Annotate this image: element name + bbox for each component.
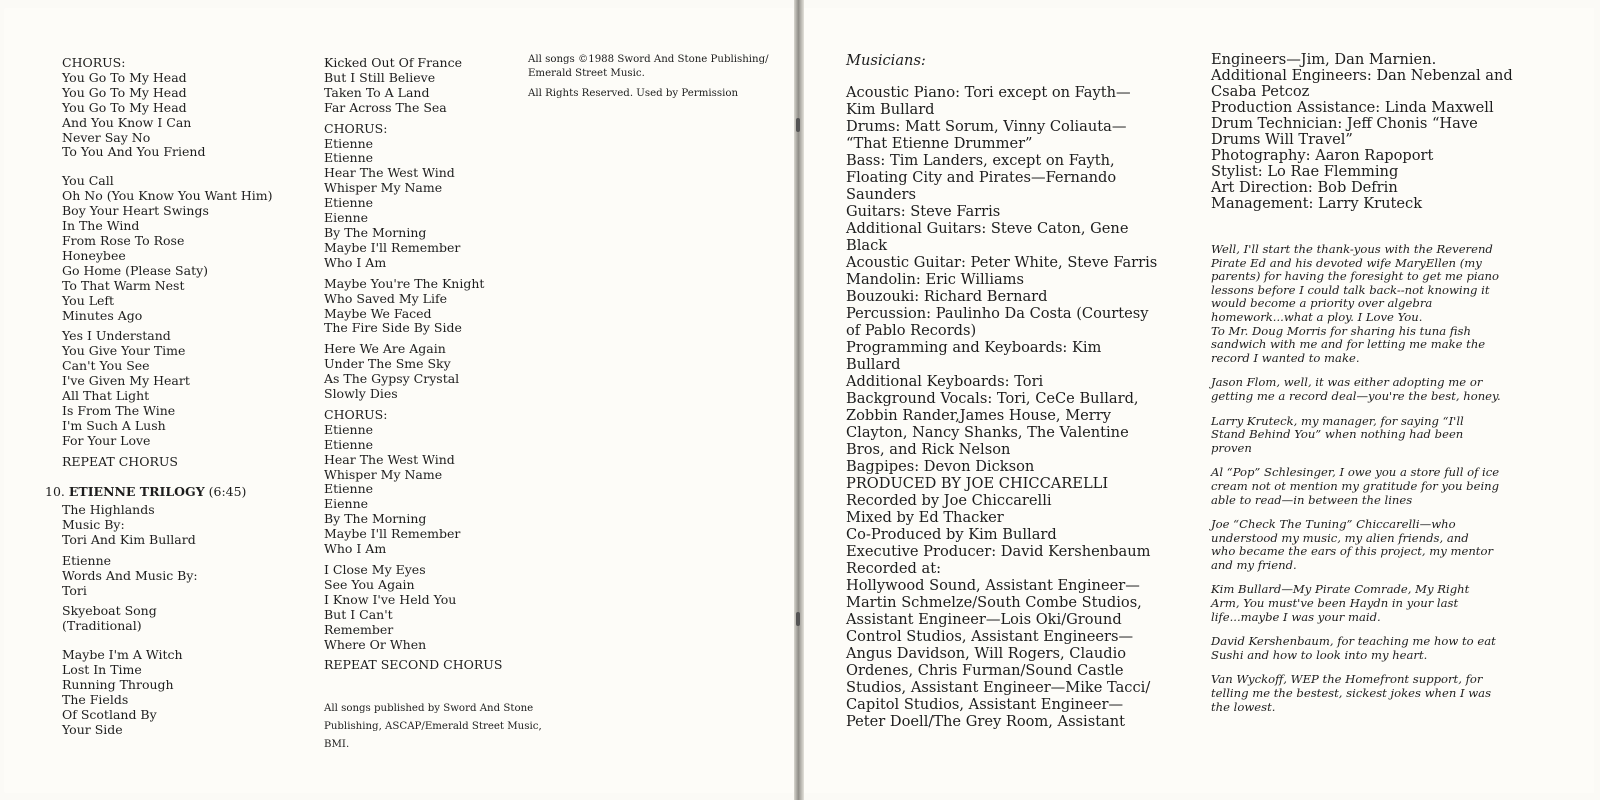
text-line: Engineers—Jim, Dan Marnien. (1211, 51, 1437, 68)
text-line: Al “Pop” Schlesinger, I owe you a store full of ice (1211, 465, 1500, 480)
text-line: To That Warm Nest (62, 277, 185, 293)
text-line: Etienne (324, 481, 374, 497)
text-line: Emerald Street Music. (528, 68, 645, 79)
text-line: The Fields (62, 691, 129, 707)
text-line: Maybe You're The Knight (324, 275, 485, 291)
text-line: Control Studios, Assistant Engineers— (846, 628, 1134, 645)
staple (796, 612, 800, 626)
credit-lines (62, 503, 198, 548)
text-line: Hear The West Wind (324, 165, 455, 181)
text-line: Drum Technician: Jeff Chonis “Have (1211, 115, 1478, 132)
text-line: Additional Engineers: Dan Nebenzal and (1211, 67, 1513, 84)
credits-column (1211, 52, 1513, 212)
credit-lines (62, 554, 198, 599)
thank-you-paragraph (1211, 518, 1531, 572)
thank-you-paragraph (1211, 466, 1531, 507)
text-line: By The Morning (324, 224, 427, 240)
text-line: Bullard (846, 356, 901, 373)
text-line: Stand Behind You” when nothing had been (1211, 427, 1464, 442)
text-line: Angus Davidson, Will Rogers, Claudio (846, 645, 1127, 662)
text-line: Yes I Understand (62, 328, 171, 344)
text-line: I'm Such A Lush (62, 417, 166, 433)
credit-lines (62, 604, 198, 634)
text-line: Acoustic Piano: Tori except on Fayth— (846, 84, 1131, 101)
text-line: Peter Doell/The Grey Room, Assistant (846, 713, 1126, 730)
text-line: I've Given My Heart (62, 373, 190, 389)
text-line: Kim Bullard—My Pirate Comrade, My Right (1211, 582, 1470, 597)
text-line: Your Side (62, 721, 123, 737)
text-line: I Know I've Held You (324, 591, 457, 607)
text-line: PRODUCED BY JOE CHICCARELLI (846, 475, 1109, 492)
text-line: Etienne (62, 552, 112, 568)
text-line: Drums Will Travel” (1211, 131, 1353, 148)
text-line: Who I Am (324, 254, 387, 270)
text-line: CHORUS: (324, 120, 388, 136)
text-line: (Traditional) (62, 618, 142, 634)
thank-you-paragraph (1211, 635, 1531, 662)
text-line: Ordenes, Chris Furman/Sound Castle (846, 662, 1124, 679)
text-line: Van Wyckoff, WEP the Homefront support, for (1211, 672, 1483, 687)
lyrics-column-2 (324, 56, 502, 673)
text-line: Where Or When (324, 636, 427, 652)
text-line: Programming and Keyboards: Kim (846, 339, 1102, 356)
credit-lines (1211, 52, 1513, 212)
text-line: Etienne (324, 150, 374, 166)
text-line: Pirate Ed and his devoted wife MaryEllen (my (1211, 255, 1482, 270)
text-line: You Go To My Head (62, 99, 187, 115)
text-line: proven (1211, 440, 1252, 455)
musicians-column (846, 52, 1157, 730)
verse-lines (324, 342, 502, 402)
thank-you-paragraph (1211, 243, 1531, 365)
text-line: You Go To My Head (62, 69, 187, 85)
text-line: cream not ot mention my gratitude for you being (1211, 478, 1500, 493)
text-line: Kim Bullard (846, 101, 935, 118)
text-line: Etienne (324, 436, 374, 452)
text-line: Eienne (324, 496, 369, 512)
text-line: Etienne (324, 195, 374, 211)
text-line: Mixed by Ed Thacker (846, 509, 1004, 526)
text-line: Percussion: Paulinho Da Costa (Courtesy (846, 305, 1149, 322)
text-line: Here We Are Again (324, 341, 446, 357)
text-line: Art Direction: Bob Defrin (1211, 179, 1398, 196)
text-line: Floating City and Pirates—Fernando (846, 169, 1117, 186)
chorus-lines (324, 122, 502, 271)
text-line: Stylist: Lo Rae Flemming (1211, 163, 1399, 180)
text-line: Etienne (324, 421, 374, 437)
verse-lines (62, 329, 273, 448)
text-line: Tori And Kim Bullard (62, 531, 196, 547)
musician-lines (846, 84, 1157, 730)
text-line: Bagpipes: Devon Dickson (846, 458, 1035, 475)
text-line: Additional Keyboards: Tori (846, 373, 1044, 390)
text-line: CHORUS: (324, 406, 388, 422)
text-line: By The Morning (324, 511, 427, 527)
text-line: Under The Sme Sky (324, 356, 451, 372)
text-line: telling me the bestest, sickest jokes when I was (1211, 686, 1492, 701)
text-line: Joe “Check The Tuning” Chiccarelli—who (1211, 517, 1456, 532)
track-time: (6:45) (208, 484, 247, 499)
text-line: Oh No (You Know You Want Him) (62, 188, 273, 204)
verse-lines (324, 277, 502, 337)
text-line: Photography: Aaron Rapoport (1211, 147, 1434, 164)
text-line: parents) for having the foresight to get me piano (1211, 269, 1499, 284)
text-line: All That Light (62, 388, 150, 404)
text-line: Acoustic Guitar: Peter White, Steve Farris (846, 254, 1158, 271)
text-line: All songs ©1988 Sword And Stone Publishing/ (528, 54, 769, 65)
text-line: For Your Love (62, 432, 151, 448)
text-line: Jason Flom, well, it was either adopting me or (1211, 375, 1483, 390)
text-line: Studios, Assistant Engineer—Mike Tacci/ (846, 679, 1151, 696)
text-line: Skyeboat Song (62, 603, 157, 619)
text-line: life...maybe I was your maid. (1211, 609, 1381, 624)
text-line: Who Saved My Life (324, 290, 448, 306)
text-line: Eienne (324, 210, 369, 226)
thank-you-paragraph (1211, 415, 1531, 456)
text-line: Running Through (62, 677, 174, 693)
copyright-lines (528, 53, 769, 81)
text-line: The Fire Side By Side (324, 320, 462, 336)
text-line: Additional Guitars: Steve Caton, Gene (846, 220, 1129, 237)
thank-yous (1211, 243, 1531, 725)
text-line: But I Can't (324, 606, 393, 622)
text-line: Taken To A Land (324, 84, 430, 100)
verse-lines (62, 648, 198, 737)
lyrics-column-1 (62, 56, 273, 470)
text-line: You Give Your Time (62, 343, 186, 359)
text-line: In The Wind (62, 218, 140, 234)
text-line: I Close My Eyes (324, 562, 426, 577)
text-line: But I Still Believe (324, 69, 436, 85)
text-line: Go Home (Please Saty) (62, 262, 209, 278)
text-line: To Mr. Doug Morris for sharing his tuna fish (1211, 323, 1471, 338)
text-line: able to read—in between the lines (1211, 492, 1413, 507)
copyright-note (528, 53, 769, 101)
text-line: Is From The Wine (62, 402, 176, 418)
track-heading (45, 485, 246, 500)
text-line: Well, I'll start the thank-yous with the Reverend (1211, 242, 1493, 256)
text-line: Bass: Tim Landers, except on Fayth, (846, 152, 1115, 169)
text-line: Etienne (324, 135, 374, 151)
text-line: Assistant Engineer—Lois Oki/Ground (846, 611, 1122, 628)
chorus-label: CHORUS: (62, 55, 126, 70)
rights-line: All Rights Reserved. Used by Permission (528, 88, 739, 99)
text-line: Background Vocals: Tori, CeCe Bullard, (846, 390, 1139, 407)
text-line: And You Know I Can (62, 114, 192, 130)
text-line: Bouzouki: Richard Bernard (846, 288, 1048, 305)
text-line: You Go To My Head (62, 84, 187, 100)
text-line: Executive Producer: David Kershenbaum (846, 543, 1151, 560)
text-line: who became the ears of this project, my mentor (1211, 544, 1493, 559)
text-line: Far Across The Sea (324, 99, 447, 115)
staple (796, 118, 800, 132)
text-line: Maybe I'll Remember (324, 239, 461, 255)
text-line: and my friend. (1211, 557, 1297, 572)
text-line: Recorded at: (846, 560, 942, 577)
text-line: BMI. (324, 739, 350, 750)
repeat-second-chorus: REPEAT SECOND CHORUS (324, 657, 503, 673)
text-line: would become a priority over algebra (1211, 296, 1433, 311)
text-line: Never Say No (62, 129, 151, 145)
thank-you-paragraph (1211, 583, 1531, 624)
text-line: Arm, You must've been Haydn in your last (1211, 596, 1459, 611)
text-line: Who I Am (324, 541, 387, 557)
text-line: Drums: Matt Sorum, Vinny Coliauta— (846, 118, 1127, 135)
text-line: Co-Produced by Kim Bullard (846, 526, 1057, 543)
text-line: Boy Your Heart Swings (62, 203, 209, 219)
text-line: Maybe We Faced (324, 305, 432, 321)
text-line: Music By: (62, 516, 125, 532)
thank-you-paragraph (1211, 673, 1531, 714)
text-line: of Pablo Records) (846, 322, 977, 339)
text-line: Production Assistance: Linda Maxwell (1211, 99, 1494, 116)
text-line: Maybe I'm A Witch (62, 647, 183, 663)
text-line: getting me a record deal—you're the best, honey. (1211, 388, 1501, 403)
text-line: Black (846, 237, 888, 254)
text-line: sandwich with me and for letting me make the (1211, 337, 1486, 352)
text-line: Maybe I'll Remember (324, 526, 461, 542)
text-line: From Rose To Rose (62, 232, 185, 248)
text-line: Mandolin: Eric Williams (846, 271, 1025, 288)
text-line: David Kershenbaum, for teaching me how to eat (1211, 634, 1496, 649)
text-line: As The Gypsy Crystal (324, 371, 460, 387)
text-line: Guitars: Steve Farris (846, 203, 1001, 220)
text-line: Capitol Studios, Assistant Engineer— (846, 696, 1124, 713)
text-line: All songs published by Sword And Stone (324, 703, 534, 714)
track-credits (62, 503, 198, 738)
text-line: Sushi and how to look into my heart. (1211, 647, 1428, 662)
text-line: Larry Kruteck, my manager, for saying “I'll (1211, 413, 1464, 428)
text-line: Minutes Ago (62, 307, 143, 323)
verse-lines (62, 174, 273, 323)
track-number: 10. (45, 484, 65, 499)
text-line: Hollywood Sound, Assistant Engineer— (846, 577, 1140, 594)
text-line: homework...what a ploy. I Love You. (1211, 309, 1423, 324)
repeat-chorus: REPEAT CHORUS (62, 453, 178, 469)
publishing-note (324, 700, 542, 754)
text-line: Clayton, Nancy Shanks, The Valentine (846, 424, 1129, 441)
text-line: Of Scotland By (62, 706, 157, 722)
text-line: Kicked Out Of France (324, 55, 462, 70)
verse-lines (324, 563, 502, 652)
text-line: You Call (62, 173, 114, 189)
chorus-lines (62, 71, 273, 160)
text-line: Zobbin Rander,James House, Merry (846, 407, 1111, 424)
text-line: “That Etienne Drummer” (846, 135, 1033, 152)
track-title: ETIENNE TRILOGY (68, 484, 205, 499)
text-line: lessons before I could talk back--not knowing it (1211, 282, 1490, 297)
text-line: Whisper My Name (324, 180, 443, 196)
text-line: The Highlands (62, 502, 155, 517)
text-line: Can't You See (62, 358, 150, 374)
text-line: the lowest. (1211, 699, 1276, 714)
text-line: Publishing, ASCAP/Emerald Street Music, (324, 721, 542, 732)
text-line: To You And You Friend (62, 144, 206, 160)
verse-lines (324, 56, 502, 116)
text-line: Bros, and Rick Nelson (846, 441, 1011, 458)
text-line: Words And Music By: (62, 567, 198, 583)
text-line: Hear The West Wind (324, 451, 455, 467)
text-line: See You Again (324, 576, 415, 592)
text-line: Honeybee (62, 247, 126, 263)
text-line: record I wanted to make. (1211, 350, 1360, 365)
text-line: Slowly Dies (324, 386, 398, 402)
text-line: Remember (324, 621, 394, 637)
publishing-lines (324, 700, 542, 754)
text-line: Martin Schmelze/South Combe Studios, (846, 594, 1142, 611)
text-line: Saunders (846, 186, 916, 203)
text-line: Lost In Time (62, 662, 142, 678)
text-line: Csaba Petcoz (1211, 83, 1310, 100)
chorus-lines (324, 408, 502, 557)
musicians-heading: Musicians: (846, 52, 926, 69)
text-line: Recorded by Joe Chiccarelli (846, 492, 1052, 509)
text-line: Tori (62, 582, 87, 598)
thank-you-paragraph (1211, 376, 1531, 403)
text-line: You Left (62, 292, 115, 308)
text-line: Whisper My Name (324, 466, 443, 482)
text-line: understood my music, my alien friends, and (1211, 530, 1469, 545)
text-line: Management: Larry Kruteck (1211, 195, 1423, 212)
